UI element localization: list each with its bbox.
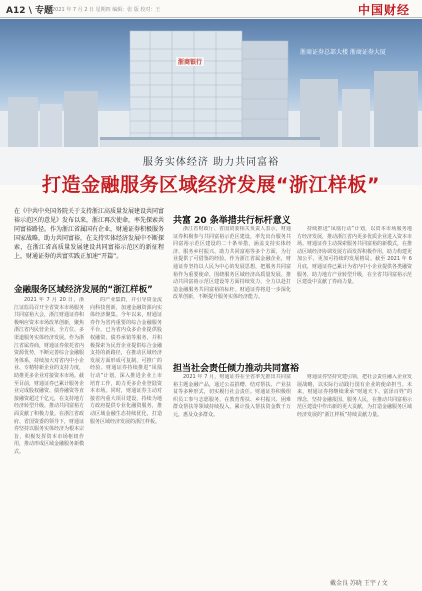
building-sign: 浙商银行 bbox=[178, 59, 203, 66]
date-line: 2021 年 7 月 2 日 星期四 编辑：张 版 校对：王 bbox=[52, 7, 161, 13]
body-column-5: 2021 年 7 月，财通证券在全省率先推出共同富裕主题金融产品，通过公益捐赠、结对帮扶、产业扶贫等多种形式，切实履行社会责任。财通证券积极组织员工参与志愿服务，在教育帮扶、乡村振兴、困难群众帮扶等领域持续投入，累计投入帮扶资金数千万元，惠及众多群众。 bbox=[173, 374, 291, 418]
headline: 打造金融服务区域经济发展“浙江样板” bbox=[42, 174, 380, 196]
photo-caption: 浙商证券总部大楼 浙商证券大厦 bbox=[300, 49, 386, 56]
section-heading-left: 金融服务区域经济发展的“浙江样板” bbox=[14, 285, 153, 295]
body-column-3: 浙江省财政厅、省国资委相关负责人表示，财通证券积极参与共同富裕示范区建设，率先出台服务共同富裕示范区建设的二十条举措，涵盖支持实体经济、服务乡村振兴、助力共同富裕等多个方面，为行业提供了可借鉴的经验。作为浙江省属金融企业，财通证券坚持以人民为中心的发展思想，把服务共同富裕作为重要使命，围绕服务区域经济高质量发展、推动共同富裕示范区建设等方面持续发力，全力以赴打造金融服务共同富裕的标杆。财通证券将进一步深化改革创新，不断提升服务实体经济能力。 bbox=[173, 226, 291, 301]
body-column-1: 2021 年 7 月 20 日，浙江证监局召开全省资本市场服务共同富裕大会，浙江财通证券积极响应资本市场改革创新，聚焦浙江省内民营企业，全方位、多渠道服务实体经济发展。作为浙江省属券商，财通证券依托省内资源优势，不断完善综合金融服务体系，持续加大对省内中小企业、专精特新企业的支持力度，助推更多企业对接资本市场。截至目前，财通证券已累计服务企业完成股权融资、债券融资等直接融资超过千亿元，在支持地方经济转型升级、推动共同富裕方面贡献了积极力量。在浙江省政府、省国资委的领导下，财通证券坚持以服务实体经济为根本宗旨，积极发挥资本市场枢纽作用，推动形成区域金融服务新模式。 bbox=[14, 297, 84, 455]
byline: 戴金良 苏晓 王宇 / 文 bbox=[330, 580, 388, 587]
body-column-2: 的产业集群，并引导资金流向科技创新，加速金融资源向实体经济聚集。今年以来，财通证券作为省内重要的综合金融服务平台，已为省内众多企业提供股权融资、债券承销等服务，并积极探索为民营企业提供综合金融支持的新路径，在推动区域经济发展方面形成可复制、可推广的经验。财通证券持续推进“凤凰行动”计划，深入推进企业上市培育工作，助力更多企业登陆资本市场。同时，财通证券主动对接省内重大项目建设，持续为地方政府提供专业化融资服务，推动区域金融生态持续优化，打造服务区域经济发展的浙江样板。 bbox=[90, 297, 162, 425]
section-label: A12 \ 专题 bbox=[6, 6, 54, 16]
lead-paragraph: 在《中共中央国务院关于支持浙江高质量发展建设共同富裕示范区的意见》发布以来，浙江再次使命，率先探索共同富裕路径。作为浙江省属国有企业，财通证券积极服务国家战略，助力共同富裕，在支持实体经济发展中不断探索，在浙江省高质量发展建设共同富裕示范区的新征程上，财通证券的共富实践正加速“开篇”。 bbox=[14, 208, 165, 260]
kicker-subtitle: 服务实体经济 助力共同富裕 bbox=[142, 157, 280, 168]
masthead bbox=[0, 0, 422, 18]
body-column-6: 财通证券坚持党建引领，把社会责任融入企业发展战略，以实际行动践行国有企业的使命担当。未来，财通证券将继续秉承“财通天下、富泽百姓”的理念，坚持金融报国、服务人民，在推动共同富裕示范区建设中作出新的更大贡献，为打造金融服务区域经济发展的“浙江样板”持续贡献力量。 bbox=[297, 374, 412, 418]
newspaper-logo: 中国财经 bbox=[357, 3, 410, 17]
section-heading-lower: 担当社会责任倾力推动共同富裕 bbox=[173, 364, 300, 374]
section-heading-middle: 共富 20 条举措共行标杆意义 bbox=[173, 216, 291, 226]
body-column-4: 持续推进“凤凰行动”计划，以资本市场服务地方经济发展，推动浙江省内更多优质企业进入资本市场。财通证券主动探索服务共同富裕的新模式，在推动区域经济协调发展方面发挥积极作用，助力构建更加公平、更加可持续的发展格局。截至 2021 年 6 月底，财通证券已累计为省内中小企业提供各类融资服务，助力地方产业转型升级，在全省共同富裕示范区建设中贡献了券商力量。 bbox=[297, 226, 412, 286]
